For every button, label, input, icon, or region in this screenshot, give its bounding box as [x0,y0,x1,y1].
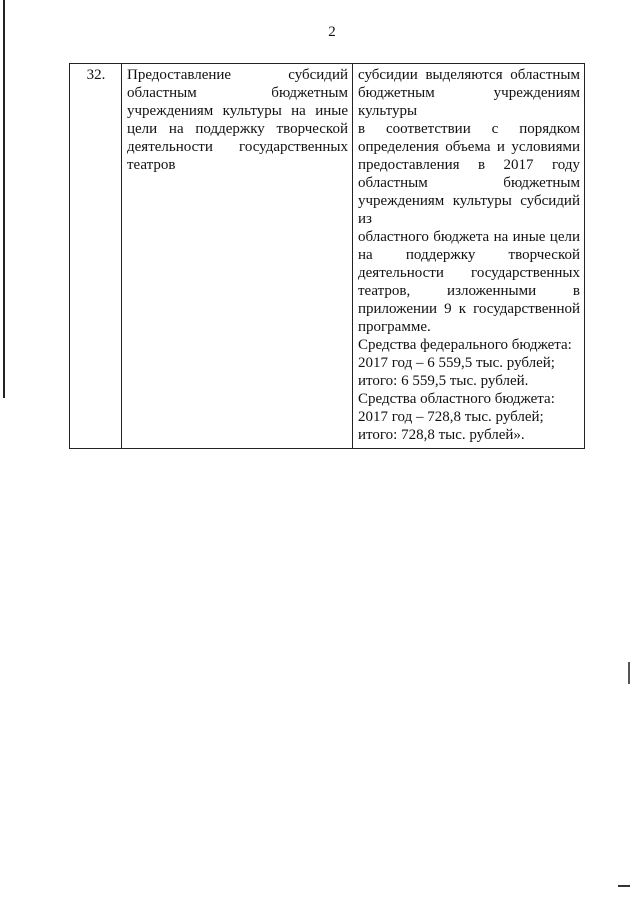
regional-budget-2017: 2017 год – 728,8 тыс. рублей; [358,409,544,425]
description-line: учреждениям культуры субсидий из [358,193,580,227]
row-name-text: Предоставление субсидий областным бюджетным учреждениям культуры на иные цели на поддержку творческой деятельности государственных театров [127,67,348,173]
row-number-cell [70,64,122,449]
scan-edge-line [3,0,5,398]
row-number: 32. [86,67,106,83]
description-line: деятельности государственных [358,265,580,281]
table-row [70,64,585,449]
description-line: на поддержку творческой [358,247,580,263]
description-line: областного бюджета на иные цели [358,229,580,245]
description-line: театров, изложенными в [358,283,580,299]
description-line: программе. [358,319,431,335]
scan-artifact-dash [618,885,630,887]
federal-budget-total: итого: 6 559,5 тыс. рублей. [358,373,529,389]
regional-budget-title: Средства областного бюджета: [358,391,555,407]
federal-budget-title: Средства федерального бюджета: [358,337,572,353]
row-name-cell [122,64,353,449]
page-number: 2 [328,24,336,40]
row-description-cell [353,64,585,449]
regional-budget-total: итого: 728,8 тыс. рублей». [358,427,525,443]
description-line: приложении 9 к государственной [358,301,580,317]
description-line: в соответствии с порядком [358,121,580,137]
description-line: областным бюджетным [358,175,580,191]
description-line: субсидии выделяются областным [358,67,580,83]
scan-artifact-mark [628,662,630,684]
description-line: определения объема и условиями [358,139,580,155]
description-line: бюджетным учреждениям культуры [358,85,580,119]
budget-table [69,63,585,449]
description-line: предоставления в 2017 году [358,157,580,173]
federal-budget-2017: 2017 год – 6 559,5 тыс. рублей; [358,355,555,371]
